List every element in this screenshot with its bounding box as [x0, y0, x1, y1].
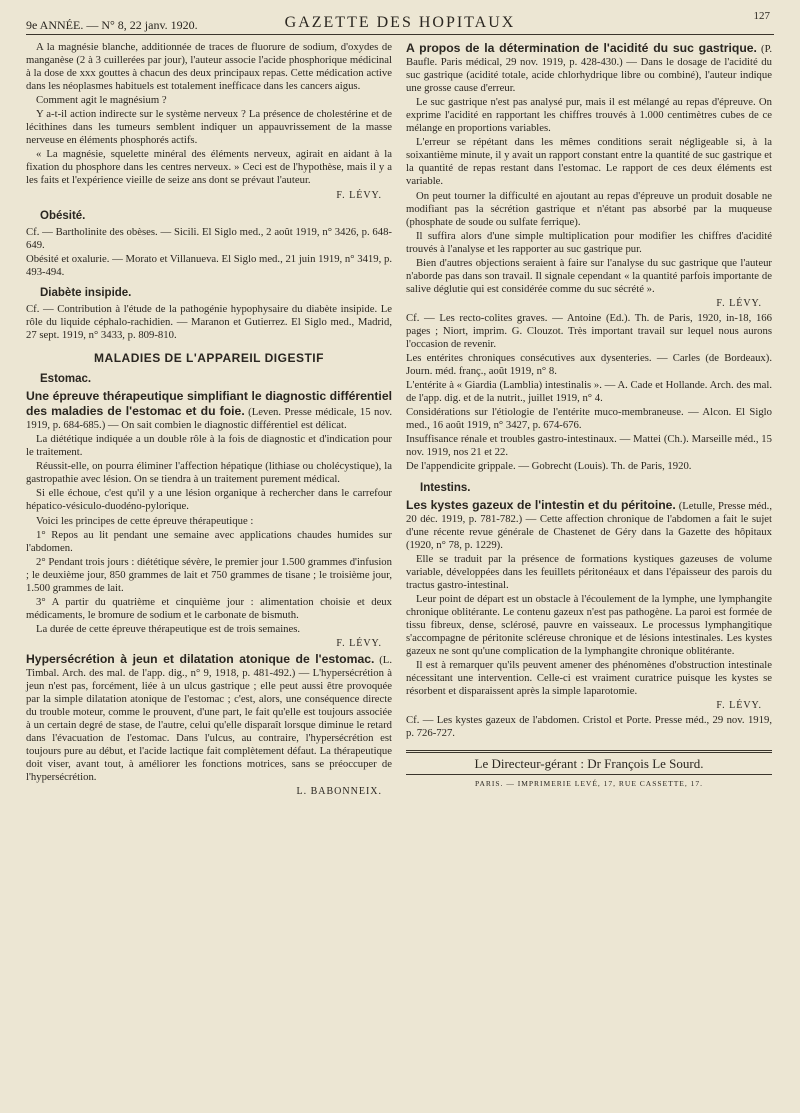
- section-heading-diabete: Diabète insipide.: [40, 286, 132, 299]
- paragraph: Il est à remarquer qu'ils peuvent amener des phénomènes d'obstruction intestinale nécessitant une intervention. Celle-ci est vraiment curatrice puisque les kystes se résorbent et disparaissent après la simple laparotomie.: [406, 659, 772, 698]
- section-heading-intestins: Intestins.: [420, 481, 471, 494]
- page-header: [26, 6, 774, 35]
- article-title: Une épreuve thérapeutique simplifiant le diagnostic différentiel des maladies de l'estomac et du foie.: [26, 389, 392, 419]
- journal-title: GAZETTE DES HOPITAUX: [284, 14, 516, 31]
- paragraph: La diététique indiquée a un double rôle à la fois de diagnostic et d'indication pour le traitement.: [26, 433, 392, 459]
- paragraph: Si elle échoue, c'est qu'il y a une lésion organique à rechercher dans le carrefour hépatico-vésiculo-duodéno-pylorique.: [26, 487, 392, 513]
- reference: Les entérites chroniques consécutives aux dysenteries. — Carles (de Bordeaux). Journ. méd. franç., août 1919, n° 8.: [406, 352, 772, 378]
- reference: Cf. — Les recto-colites graves. — Antoine (Ed.). Th. de Paris, 1920, in-18, 166 pages ; Niort, imprim. G. Clouzot. Très important travail sur lequel nous aurons l'occasion de revenir.: [406, 311, 772, 351]
- article-body: (L. Timbal. Arch. des mal. de l'app. dig., n° 9, 1918, p. 481-492.) — L'hypersécrétion à jeun n'est pas, forcément, liée à un ulcus gastrique ; elle peut aussi être provoquée par la simple dilatation atonique de l'estomac ; c'est, alors, une conséquence directe du trouble moteur, comme le prouvent, d'une part, le fait qu'elle est toujours associée à un certain degré de stase, de l'autre, celui qu'elle disparaît lorsque diminue le retard dans l'évacuation de l'estomac. Dans l'ulcus, au contraire, l'hypersécrétion est toujours pure au début, et l'acide lactique fait complètement défaut. La thérapeutique doit viser, avant tout, à améliorer les fonctions motrices, sans se préoccuper de l'hypersécrétion.: [26, 653, 393, 784]
- article-reference: (Leven. Presse médicale, 15 nov. 1919, p. 684-685.) — On sait combien le diagnostic différentiel est délicat.: [26, 406, 392, 432]
- left-column: [26, 41, 392, 800]
- paragraph: Il suffira alors d'une simple multiplication pour modifier les chiffres d'acidité trouvés à l'analyse et les rapporter au suc gastrique pur.: [406, 229, 772, 255]
- printer-line: PARIS. — IMPRIMERIE LEVÉ, 17, RUE CASSETTE, 17.: [406, 774, 772, 790]
- signature: L. BABONNEIX.: [296, 786, 382, 798]
- article-kystes: [406, 498, 772, 552]
- reference: Cf. — Contribution à l'étude de la pathogénie hypophysaire du diabète insipide. Le rôle du liquide céphalo-rachidien. — Maranon et Gutierrez. El Siglo med., Madrid, 27 sept. 1919, n° 3433, p. 809-810.: [26, 302, 392, 341]
- right-column: [406, 41, 772, 800]
- page-footer: [406, 750, 772, 790]
- paragraph: Y a-t-il action indirecte sur le système nerveux ? La présence de cholestérine et de lécithines dans les tumeurs semblent indiquer un appauvrissement de la masse nerveuse en éléments phosphorés actifs.: [26, 108, 392, 147]
- columns: [26, 41, 774, 800]
- paragraph: 3° A partir du quatrième et cinquième jour : alimentation choisie et deux médicaments, le bromure de sodium et le carbonate de bismuth.: [26, 595, 392, 621]
- paragraph: Le suc gastrique n'est pas analysé pur, mais il est mélangé au repas d'épreuve. On exprime l'acidité en rapportant les chiffres trouvés à 1.000 centimètres cubes de ce mélange en proportions variables.: [406, 96, 772, 135]
- issue-info: 9e ANNÉE. — N° 8, 22 janv. 1920.: [26, 18, 198, 32]
- signature: F. LÉVY.: [336, 637, 382, 649]
- paragraph: On peut tourner la difficulté en ajoutant au repas d'épreuve un produit dosable ne modifiant pas la sécrétion gastrique et n'étant pas absorbé par la muqueuse (phosphate de soude ou sulfate ferrique).: [406, 189, 772, 228]
- paragraph: La durée de cette épreuve thérapeutique est de trois semaines.: [36, 622, 301, 635]
- paragraph: 1° Repos au lit pendant une semaine avec applications chaudes humides sur l'abdomen.: [26, 528, 392, 554]
- paragraph: 2° Pendant trois jours : diététique sévère, le premier jour 1.500 grammes d'infusion ; le deuxième jour, 850 grammes de lait et 750 grammes de tisane ; le troisième jour, 1.500 grammes de lait.: [26, 555, 392, 594]
- paragraph: Elle se traduit par la présence de formations kystiques gazeuses de volume variable, développées dans les feuillets péritonéaux et dans l'épaisseur des parois du tractus gastro-intestinal.: [406, 552, 772, 591]
- signature: F. LÉVY.: [336, 189, 382, 201]
- paragraph: A la magnésie blanche, additionnée de traces de fluorure de sodium, d'oxydes de manganèse (2 à 3 cuillerées par jour), l'auteur associe l'acide phosphorique médicinal à la dose de xxx gouttes à chacun des deux principaux repas. Cette médication active dans les néoplasmes habituels est totalement inefficace dans les cancers aigus.: [26, 41, 392, 93]
- reference: Insuffisance rénale et troubles gastro-intestinaux. — Mattei (Ch.). Marseille méd., 15 nov. 1919, nos 21 et 22.: [406, 433, 772, 459]
- reference: Considérations sur l'étiologie de l'entérite muco-membraneuse. — Alcon. El Siglo med., 16 août 1919, n° 3427, p. 674-676.: [406, 406, 772, 432]
- reference: Obésité et oxalurie. — Morato et Villanueva. El Siglo med., 21 juin 1919, n° 3419, p. 493-494.: [26, 252, 392, 278]
- article-title: Les kystes gazeux de l'intestin et du péritoine.: [406, 497, 676, 512]
- article-title: Hypersécrétion à jeun et dilatation atonique de l'estomac.: [26, 651, 375, 666]
- paragraph: Voici les principes de cette épreuve thérapeutique :: [36, 514, 254, 527]
- section-heading-estomac: Estomac.: [40, 373, 92, 386]
- reference: Cf. — Bartholinite des obèses. — Sicili. El Siglo med., 2 août 1919, n° 3426, p. 648-649.: [26, 225, 392, 251]
- reference: De l'appendicite grippale. — Gobrecht (Louis). Th. de Paris, 1920.: [406, 460, 692, 473]
- article-reference: (P. Baufle. Paris médical, 29 nov. 1919, p. 428-430.) — Dans le dosage de l'acidité du suc gastrique (acidité totale, acide chlorhydrique libre ou combiné), l'auteur indique une grosse cause d'erreur.: [406, 43, 773, 95]
- paragraph: « La magnésie, squelette minéral des éléments nerveux, agirait en aidant à la fixation du phosphore dans les centres nerveux. » Ceci est de l'hypothèse, mais il y a les faits et l'expérience vieille de seize ans dont se prévaut l'auteur.: [26, 148, 392, 187]
- signature: F. LÉVY.: [716, 700, 762, 712]
- paragraph: Réussit-elle, on pourra éliminer l'affection hépatique (lithiase ou cholécystique), la gastropathie avec lésion. On se tiendra à un traitement purement médical.: [26, 460, 392, 486]
- paragraph: Comment agit le magnésium ?: [36, 94, 167, 107]
- paragraph: Bien d'autres objections seraient à faire sur l'analyse du suc gastrique que l'auteur n'aborde pas dans son travail. Il signale cependant « la quantité parfois importante de salive déglutie qui est considérée comme du suc sécrété ».: [406, 256, 772, 295]
- article-title: A propos de la détermination de l'acidité du suc gastrique.: [406, 41, 757, 55]
- director-line: Le Directeur-gérant : Dr François Le Sourd.: [474, 756, 704, 772]
- signature: F. LÉVY.: [716, 297, 762, 309]
- article-acidite: [406, 41, 772, 95]
- article-hypersecretion: [26, 652, 392, 784]
- article-reference: (Letulle, Presse méd., 20 déc. 1919, p. 781-782.) — Cette affection chronique de l'abdomen a fait le sujet d'une récente revue générale de Chastenet de Géry dans la Gazette des hôpitaux (1920, n° 78, p. 1229).: [406, 499, 772, 551]
- chapter-heading: MALADIES DE L'APPAREIL DIGESTIF: [94, 350, 324, 365]
- article-epreuve: [26, 389, 392, 432]
- section-heading-obesite: Obésité.: [40, 209, 86, 222]
- page-number: 127: [753, 10, 770, 22]
- paragraph: L'erreur se répétant dans les mêmes conditions serait négligeable si, à la soixantième minute, il y avait un rapport constant entre la quantité de suc gastrique et la quantité de repas restant dans l'estomac. Le rapport de ces deux éléments est variable.: [406, 136, 772, 188]
- paragraph: Leur point de départ est un obstacle à l'écoulement de la lymphe, une lymphangite chronique oblitérante. Le contenu gazeux n'est pas pathogène. La paroi est formée de tissu fibreux, dense, sclérosé, pauvre en vaisseaux. Le processus lymphangitique s'accompagne de péritonite scléreuse chronique et de lésions intestinales. Les kystes gazeux ne sont qu'une complication de la lymphangite chronique oblitérante.: [406, 592, 772, 658]
- reference: Cf. — Les kystes gazeux de l'abdomen. Cristol et Porte. Presse méd., 29 nov. 1919, p. 726-727.: [406, 714, 772, 740]
- reference: L'entérite à « Giardia (Lamblia) intestinalis ». — A. Cade et Hollande. Arch. des mal. de l'app. dig. et de la nutrit., juillet 1919, n° 4.: [406, 379, 772, 405]
